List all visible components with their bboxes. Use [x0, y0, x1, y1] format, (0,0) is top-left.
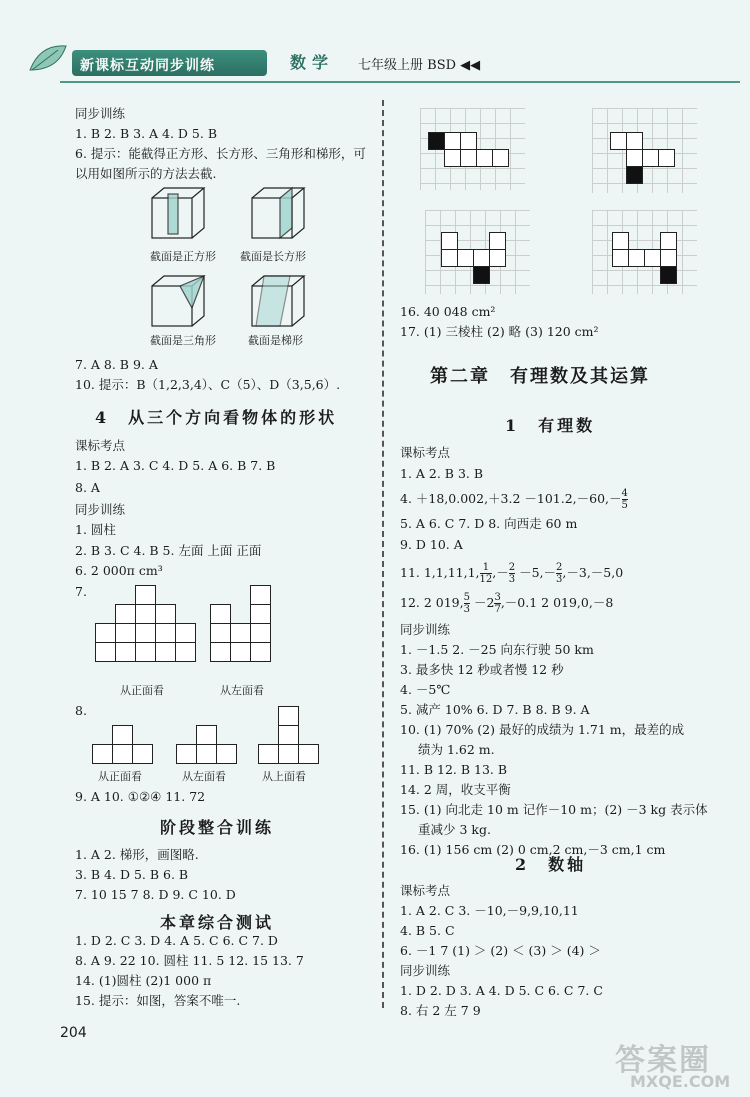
- section-label: 课标考点: [75, 438, 126, 453]
- answer-line: 1. A 2. 梯形，画图略.: [75, 847, 199, 862]
- answer-line: 以用如图所示的方法去截.: [75, 166, 217, 181]
- answer-line: 15. (1) 向北走 10 m 记作－10 m；(2) －3 kg 表示体: [400, 802, 708, 817]
- watermark-url: MXQE.COM: [630, 1072, 731, 1091]
- view-front-q8: [92, 725, 162, 770]
- answer-line: 1. B 2. B 3. A 4. D 5. B: [75, 126, 217, 141]
- figure-caption: 从正面看: [98, 770, 142, 783]
- view-left-q8: [176, 725, 246, 770]
- section-title: 2 数轴: [515, 855, 587, 874]
- answer-line: 7.: [75, 584, 87, 599]
- answer-line: 5. 减产 10% 6. D 7. B 8. B 9. A: [400, 702, 590, 717]
- figure-caption: 截面是正方形: [150, 250, 216, 263]
- answer-line: 16. (1) 156 cm (2) 0 cm,2 cm,－3 cm,1 cm: [400, 842, 666, 857]
- view-front-q7: [95, 585, 215, 680]
- answer-line: 3. B 4. D 5. B 6. B: [75, 867, 189, 882]
- figure-caption: 从左面看: [220, 684, 264, 697]
- answer-line: 绩为 1.62 m.: [418, 742, 495, 757]
- answer-line: 11. 1,1,11,1, $\frac{1}{12}$ ,－ $\frac{2}{3}$ －5,－ $\frac{2}{3}$ ,－3,－5,0: [400, 562, 624, 585]
- answer-line: 4. ＋18,0.002,＋3.2 －101.2,－60,－ $\frac{4}{5}$: [400, 488, 628, 511]
- grid-figure-1: [420, 108, 525, 190]
- answer-line: 1. A 2. C 3. －10,－9,9,10,11: [400, 903, 579, 918]
- grid-figure-3: [425, 210, 530, 294]
- cube-section-figures: [140, 186, 360, 346]
- grid-figure-2: [592, 108, 697, 193]
- section-title: 本章综合测试: [160, 913, 275, 932]
- header-rule: [60, 81, 740, 83]
- section-title: 4 从三个方向看物体的形状: [95, 408, 338, 427]
- header-subject: 数学: [290, 53, 335, 72]
- answer-line: 16. 40 048 cm²: [400, 304, 496, 319]
- answer-line: 1. 圆柱: [75, 522, 116, 537]
- chapter-title: 第二章 有理数及其运算: [430, 366, 650, 387]
- answer-line: 15. 提示：如图，答案不唯一.: [75, 993, 241, 1008]
- answer-line: 9. D 10. A: [400, 537, 463, 552]
- answer-line: 6. 2 000π cm³: [75, 563, 163, 578]
- answer-line: 17. (1) 三棱柱 (2) 略 (3) 120 cm²: [400, 324, 599, 339]
- answer-line: 7. 10 15 7 8. D 9. C 10. D: [75, 887, 236, 902]
- header-leaf-icon: [28, 40, 68, 78]
- answer-line: 8.: [75, 703, 87, 718]
- answer-line: 8. A: [75, 480, 100, 495]
- header-title: 新课标互动同步训练: [80, 58, 215, 74]
- answer-line: 重减少 3 kg.: [418, 822, 491, 837]
- answer-line: 5. A 6. C 7. D 8. 向西走 60 m: [400, 516, 578, 531]
- answer-line: 1. D 2. C 3. D 4. A 5. C 6. C 7. D: [75, 933, 278, 948]
- page-number: 204: [60, 1025, 87, 1041]
- section-label: 同步训练: [400, 963, 451, 978]
- answer-line: 4. B 5. C: [400, 923, 455, 938]
- section-title: 1 有理数: [505, 416, 596, 435]
- view-top-q8: [258, 706, 328, 770]
- figure-caption: 截面是三角形: [150, 334, 216, 347]
- view-left-q7: [210, 585, 280, 680]
- answer-line: 12. 2 019, $\frac{5}{3}$ －2 $\frac{3}{7}$ ,－0.1 2 019,0,－8: [400, 592, 614, 615]
- answer-line: 7. A 8. B 9. A: [75, 357, 158, 372]
- section-label: 同步训练: [400, 622, 451, 637]
- answer-line: 10. 提示：B（1,2,3,4）、C（5）、D（3,5,6）.: [75, 377, 341, 392]
- answer-line: 14. (1)圆柱 (2)1 000 π: [75, 973, 212, 988]
- section-title: 阶段整合训练: [160, 818, 275, 837]
- answer-line: 9. A 10. ①②④ 11. 72: [75, 789, 206, 804]
- section-label: 课标考点: [400, 445, 451, 460]
- answer-line: 2. B 3. C 4. B 5. 左面 上面 正面: [75, 543, 262, 558]
- section-label: 同步训练: [75, 502, 126, 517]
- answer-line: 11. B 12. B 13. B: [400, 762, 508, 777]
- answer-line: 8. 右 2 左 7 9: [400, 1003, 481, 1018]
- grid-figure-4: [592, 210, 697, 294]
- answer-line: 1. A 2. B 3. B: [400, 466, 484, 481]
- figure-caption: 从正面看: [120, 684, 164, 697]
- answer-line: 6. －1 7 (1) ＞ (2) ＜ (3) ＞ (4) ＞: [400, 943, 601, 958]
- header-grade: 七年级上册 BSD ◀◀: [358, 58, 481, 73]
- watermark: 答案圈: [615, 1043, 711, 1078]
- answer-line: 1. －1.5 2. －25 向东行驶 50 km: [400, 642, 594, 657]
- answer-line: 14. 2 周，收支平衡: [400, 782, 511, 797]
- answer-line: 4. －5℃: [400, 682, 451, 697]
- answer-line: 8. A 9. 22 10. 圆柱 11. 5 12. 15 13. 7: [75, 953, 304, 968]
- answer-line: 1. D 2. D 3. A 4. D 5. C 6. C 7. C: [400, 983, 603, 998]
- column-divider: [382, 100, 384, 1008]
- figure-caption: 从左面看: [182, 770, 226, 783]
- section-label: 课标考点: [400, 883, 451, 898]
- figure-caption: 截面是梯形: [248, 334, 303, 347]
- answer-line: 6. 提示：能截得正方形、长方形、三角形和梯形，可: [75, 146, 366, 161]
- section-label: 同步训练: [75, 106, 126, 121]
- answer-line: 1. B 2. A 3. C 4. D 5. A 6. B 7. B: [75, 458, 276, 473]
- figure-caption: 从上面看: [262, 770, 306, 783]
- figure-caption: 截面是长方形: [240, 250, 306, 263]
- answer-line: 10. (1) 70% (2) 最好的成绩为 1.71 m，最差的成: [400, 722, 685, 737]
- answer-line: 3. 最多快 12 秒或者慢 12 秒: [400, 662, 564, 677]
